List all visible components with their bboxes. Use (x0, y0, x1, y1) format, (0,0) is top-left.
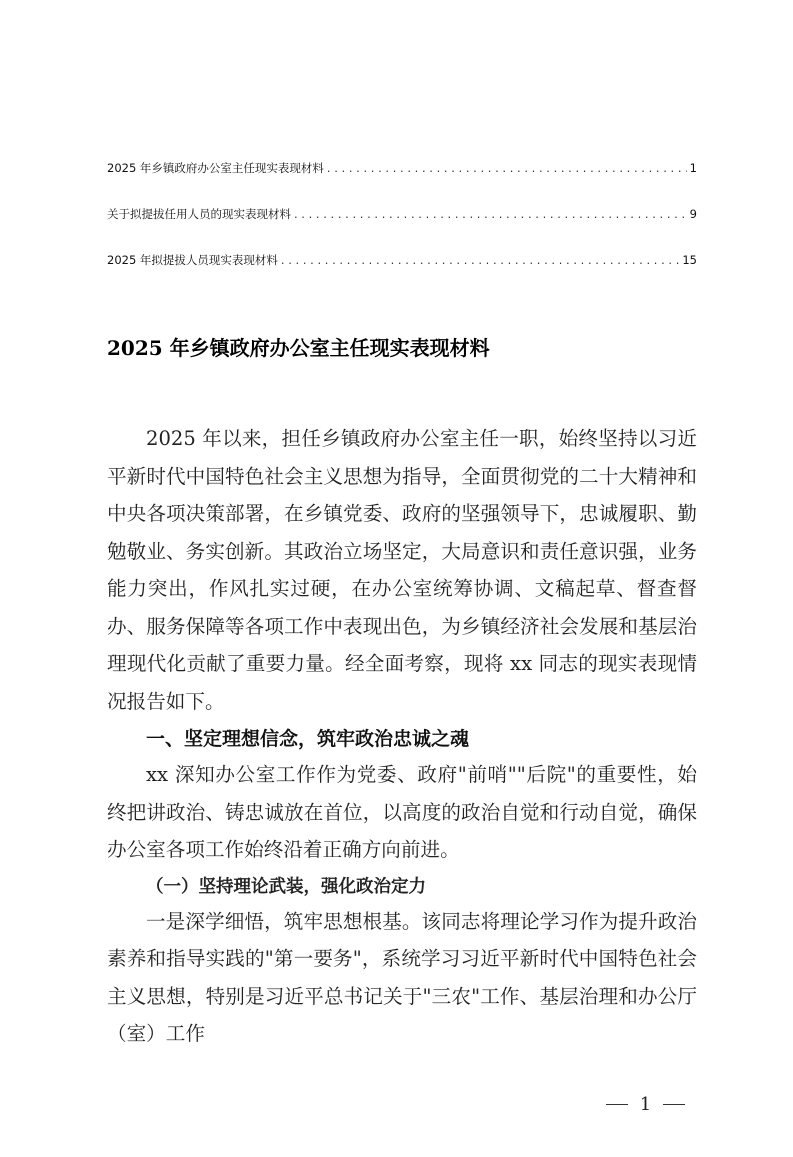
toc-leader-dots (294, 206, 687, 222)
toc-entry[interactable] (107, 252, 697, 268)
table-of-contents (107, 160, 697, 268)
section-heading: 一、坚定理想信念，筑牢政治忠诚之魂 (146, 728, 470, 750)
intro-paragraph: 2025 年以来，担任乡镇政府办公室主任一职，始终坚持以习近平新时代中国特色社会主义思想为指导，全面贯彻党的二十大精神和中央各项决策部署，在乡镇党委、政府的坚强领导下，忠诚履职、勤勉敬业、务实创新。其政治立场坚定，大局意识和责任意识强，业务能力突出，作风扎实过硬，在办公室统筹协调、文稿起草、督查督办、服务保障等各项工作中表现出色，为乡镇经济社会发展和基层治理现代化贡献了重要力量。经全面考察，现将 xx 同志的现实表现情况报告如下。 (107, 427, 697, 713)
section-paragraph: xx 深知办公室工作作为党委、政府"前哨""后院"的重要性，始终把讲政治、铸忠诚放在首位，以高度的政治自觉和行动自觉，确保办公室各项工作始终沿着正确方向前进。 (107, 763, 697, 861)
dash-right (663, 1104, 685, 1105)
subsection-paragraph: 一是深学细悟，筑牢思想根基。该同志将理论学习作为提升政治素养和指导实践的"第一要务"，系统学习习近平新时代中国特色社会主义思想，特别是习近平总书记关于"三农"工作、基层治理和办公厅（室）工作 (107, 909, 697, 1045)
toc-entry-page: 1 (689, 161, 697, 175)
page-number-footer (107, 1093, 697, 1117)
toc-entry[interactable] (107, 160, 697, 176)
document-title: 2025 年乡镇政府办公室主任现实表现材料 (107, 336, 490, 360)
toc-entry-title: 2025 年拟提拔人员现实表现材料 (107, 253, 278, 267)
toc-entry-title: 关于拟提拔任用人员的现实表现材料 (107, 207, 291, 221)
page-number: 1 (639, 1093, 652, 1115)
toc-entry-page: 15 (682, 253, 697, 267)
toc-entry[interactable] (107, 206, 697, 222)
toc-leader-dots (327, 160, 687, 176)
toc-entry-page: 9 (689, 207, 697, 221)
dash-left (606, 1104, 628, 1105)
toc-entry-title: 2025 年乡镇政府办公室主任现实表现材料 (107, 161, 324, 175)
toc-leader-dots (281, 252, 679, 268)
subsection-heading: （一）坚持理论武装，强化政治定力 (146, 876, 426, 897)
